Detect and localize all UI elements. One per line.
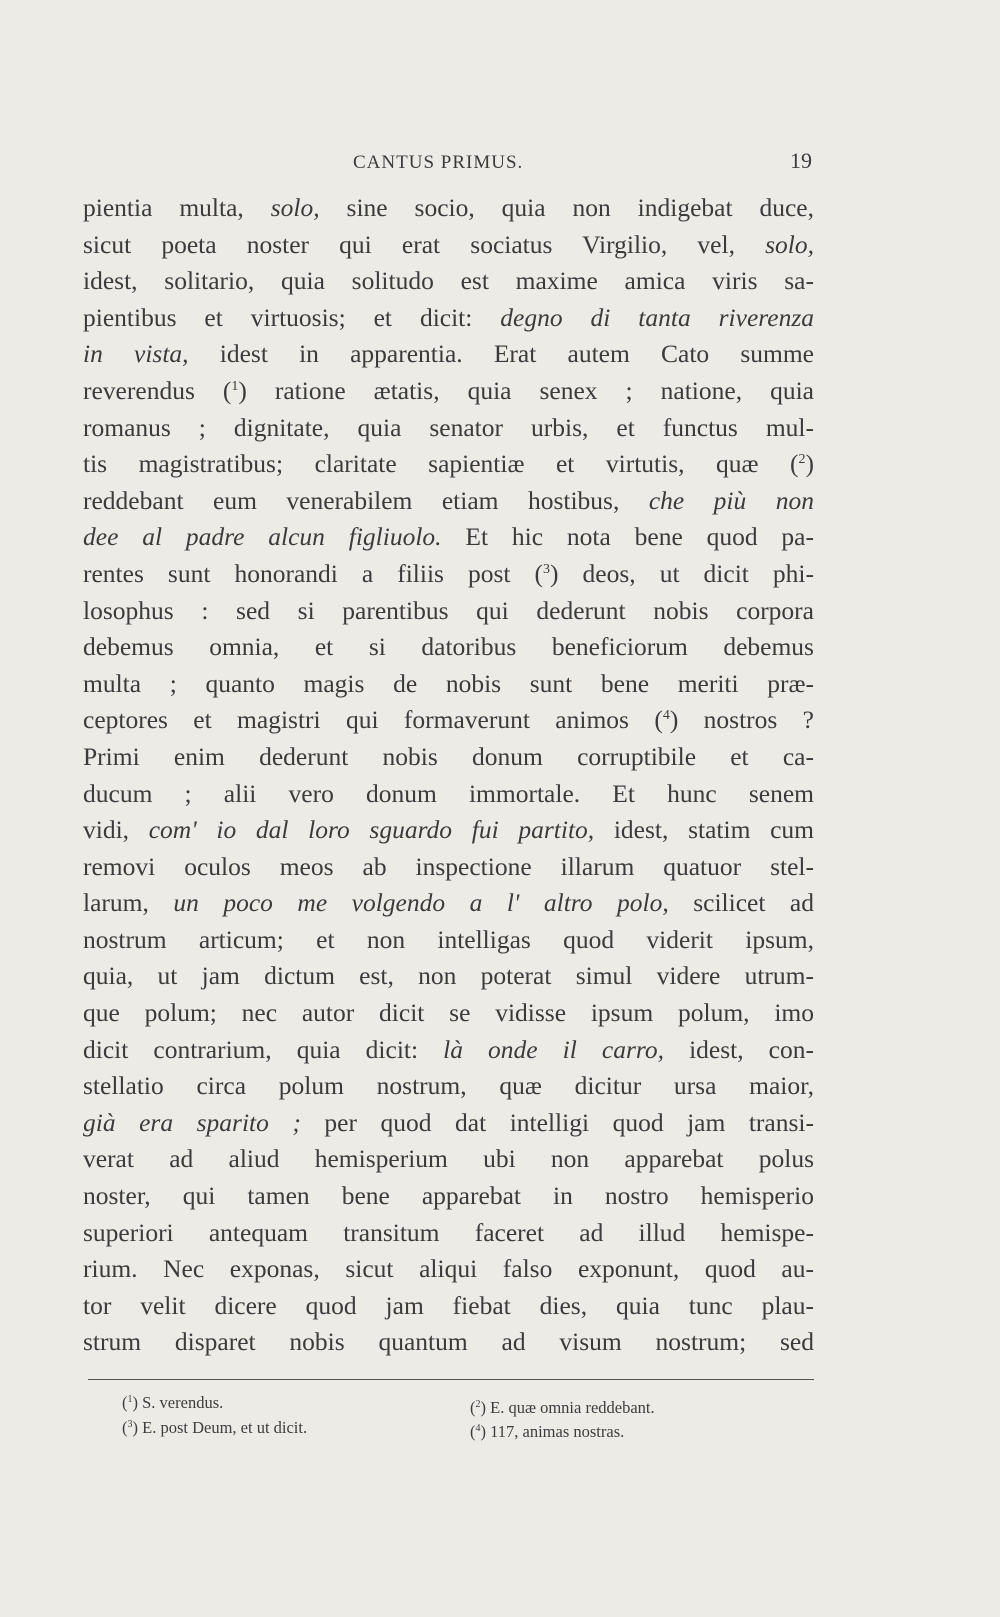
text-run: romanus ; dignitate, quia senator urbis, et functus mul-	[83, 412, 814, 442]
italic-quote: un poco me volgendo a l' altro polo,	[173, 888, 669, 918]
text-line	[83, 995, 814, 1032]
text-run: idest in apparentia. Erat autem Cato summe	[188, 339, 814, 369]
italic-quote: com' io dal loro sguardo fui partito,	[148, 815, 595, 845]
text-line	[83, 300, 814, 337]
footnote-3: ($^3$) E. post Deum, et ut dicit.	[122, 1418, 308, 1437]
text-line	[83, 666, 814, 703]
text-run: dicit contrarium, quia dicit:	[83, 1034, 444, 1064]
text-run: rentes sunt honorandi a filiis post (	[83, 558, 544, 588]
body-text	[83, 190, 814, 1361]
text-run: scilicet ad	[668, 888, 814, 918]
text-run: debemus omnia, et si datoribus beneficiorum debemus	[83, 632, 814, 662]
text-line	[83, 1105, 814, 1142]
text-line	[83, 702, 814, 739]
text-run: losophus : sed si parentibus qui dederunt nobis corpora	[83, 595, 814, 625]
text-run: sine socio, quia non indigebat duce,	[319, 193, 814, 222]
text-line	[83, 593, 814, 630]
text-line	[83, 849, 814, 886]
text-line	[83, 1068, 814, 1105]
text-line	[83, 519, 814, 556]
text-run: ) nostros ?	[669, 705, 814, 735]
text-line	[83, 373, 814, 410]
text-run: pientia multa,	[83, 193, 271, 222]
text-line	[83, 1251, 814, 1288]
text-line	[83, 483, 814, 520]
text-run: strum disparet nobis quantum ad visum nostrum; sed	[83, 1327, 814, 1357]
text-line	[83, 1215, 814, 1252]
italic-quote: in vista,	[83, 339, 189, 369]
running-title: CANTUS PRIMUS.	[353, 152, 524, 173]
text-run: reverendus (	[83, 375, 232, 405]
text-line	[83, 776, 814, 813]
text-line	[83, 1178, 814, 1215]
text-run: ) deos, ut dicit phi-	[550, 558, 814, 588]
text-line	[83, 812, 814, 849]
text-line	[83, 1032, 814, 1069]
footnote-ref: 4	[662, 708, 670, 724]
footnote-ref: 3	[543, 561, 551, 577]
text-line	[83, 227, 814, 264]
text-run: reddebant eum venerabilem etiam hostibus,	[83, 485, 649, 515]
italic-quote: già era sparito ;	[83, 1107, 301, 1137]
page-number: 19	[790, 148, 812, 173]
text-run: rium. Nec exponas, sicut aliqui falso exponunt, quod au-	[83, 1254, 814, 1284]
text-run: removi oculos meos ab inspectione illarum quatuor stel-	[83, 851, 814, 881]
text-run: ducum ; alii vero donum immortale. Et hunc senem	[83, 778, 814, 808]
text-line	[83, 1141, 814, 1178]
text-line	[83, 336, 814, 373]
text-line	[83, 629, 814, 666]
running-head	[85, 148, 812, 178]
footnote-2: ($^2$) E. quæ omnia reddebant.	[470, 1398, 655, 1417]
text-run: Primi enim dederunt nobis donum corruptibile et ca-	[83, 741, 814, 771]
italic-quote: là onde il carro,	[443, 1034, 664, 1064]
footnote-ref: 1	[231, 378, 239, 394]
text-line	[83, 190, 814, 227]
text-run: multa ; quanto magis de nobis sunt bene meriti præ-	[83, 668, 814, 698]
text-line	[83, 556, 814, 593]
footnote-4: ($^4$) 117, animas nostras.	[470, 1422, 625, 1441]
text-run: tor velit dicere quod jam fiebat dies, quia tunc plau-	[83, 1290, 814, 1320]
text-run: per quod dat intelligi quod jam transi-	[300, 1107, 814, 1137]
text-run: vidi,	[83, 815, 149, 845]
text-line	[83, 739, 814, 776]
text-run: tis magistratibus; claritate sapientiæ et virtutis, quæ (	[83, 449, 799, 479]
footnote-ref: 2	[798, 452, 806, 468]
text-run: idest, solitario, quia solitudo est maxime amica viris sa-	[83, 266, 814, 296]
text-run: larum,	[83, 888, 174, 918]
italic-quote: solo,	[765, 229, 814, 259]
footnote-rule	[88, 1379, 814, 1380]
text-line	[83, 1324, 814, 1361]
italic-quote: degno di tanta riverenza	[500, 302, 814, 332]
text-run: Et hic nota bene quod pa-	[441, 522, 814, 552]
text-run: sicut poeta noster qui erat sociatus Virgilio, vel,	[83, 229, 766, 259]
text-line	[83, 263, 814, 300]
text-line	[83, 958, 814, 995]
text-run: idest, con-	[664, 1034, 814, 1064]
text-line	[83, 922, 814, 959]
italic-quote: dee al padre alcun figliuolo.	[83, 522, 442, 552]
text-run: nostrum articum; et non intelligas quod viderit ipsum,	[83, 924, 814, 954]
text-run: idest, statim cum	[594, 815, 814, 845]
text-run: verat ad aliud hemisperium ubi non apparebat polus	[83, 1144, 814, 1174]
text-run: ceptores et magistri qui formaverunt animos (	[83, 705, 663, 735]
text-line	[83, 410, 814, 447]
italic-quote: che più non	[648, 485, 814, 515]
text-run: quia, ut jam dictum est, non poterat simul videre utrum-	[83, 961, 814, 991]
text-line	[83, 446, 814, 483]
text-run: pientibus et virtuosis; et dicit:	[83, 302, 501, 332]
text-line	[83, 885, 814, 922]
text-run: )	[805, 449, 814, 479]
italic-quote: solo,	[270, 193, 320, 222]
text-run: ) ratione ætatis, quia senex ; natione, quia	[238, 375, 814, 405]
text-run: que polum; nec autor dicit se vidisse ipsum polum, imo	[83, 998, 814, 1028]
text-line	[83, 1288, 814, 1325]
footnote-1: ($^1$) S. verendus.	[122, 1393, 224, 1412]
text-run: noster, qui tamen bene apparebat in nostro hemisperio	[83, 1181, 814, 1211]
text-run: stellatio circa polum nostrum, quæ dicitur ursa maior,	[83, 1071, 814, 1101]
text-run: superiori antequam transitum faceret ad illud hemispe-	[83, 1217, 814, 1247]
